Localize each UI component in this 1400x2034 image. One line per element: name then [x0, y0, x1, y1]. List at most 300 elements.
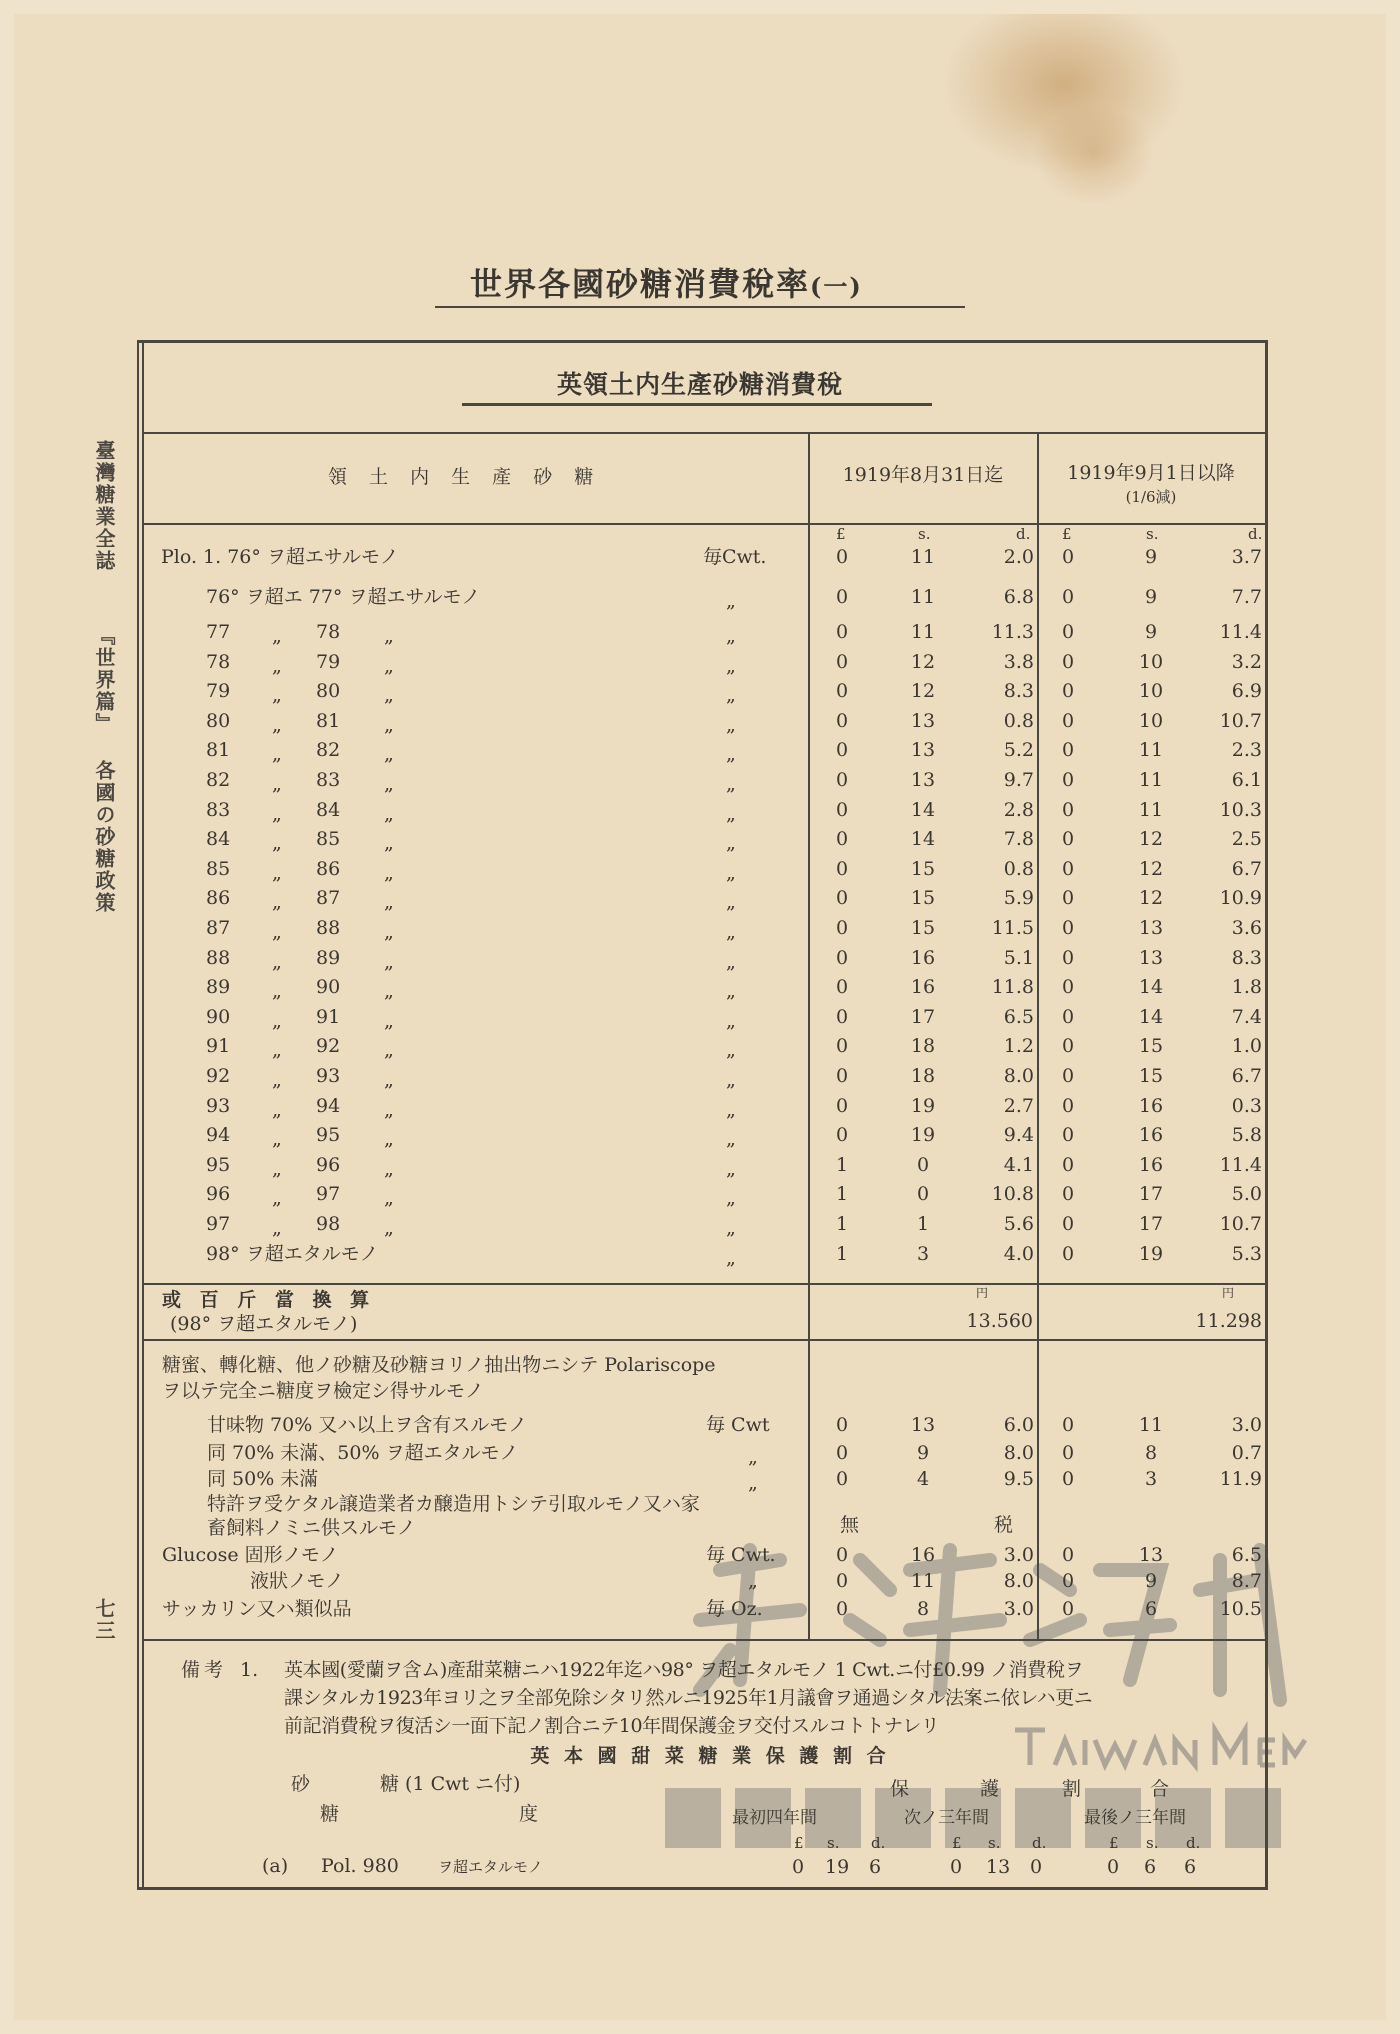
range-from: 94: [206, 1124, 231, 1147]
col-degree: 糖: [320, 1803, 340, 1825]
range-to: 97: [316, 1183, 341, 1206]
range-from: 83: [206, 798, 231, 821]
protection-value: 0: [950, 1856, 963, 1878]
shilling-value: 15: [910, 887, 936, 910]
range-from: 80: [206, 709, 231, 732]
pound-value: 0: [1062, 1468, 1075, 1490]
pound-value: 0: [1062, 1570, 1075, 1592]
pence-value: 6.1: [1231, 769, 1262, 791]
pound-value: 0: [836, 1414, 849, 1436]
range-to: 86: [316, 857, 341, 880]
unit-label: „: [726, 1098, 736, 1121]
range-to: 89: [316, 946, 341, 969]
pence-value: 5.0: [1231, 1183, 1262, 1206]
pence-value: 6.5: [1231, 1544, 1262, 1566]
shilling-value: 4: [916, 1468, 930, 1490]
shilling-value: 12: [1138, 828, 1164, 851]
table-title-underline: [462, 403, 932, 406]
ditto-mark: „: [272, 950, 282, 973]
pence-value: 6.0: [1003, 1414, 1034, 1436]
protection-value: 0: [1107, 1856, 1120, 1878]
range-to: 79: [316, 650, 341, 673]
unit-label: d.: [871, 1834, 886, 1852]
pence-value: 4.1: [1003, 1153, 1034, 1176]
protect-heading: 割: [1062, 1778, 1082, 1800]
shilling-value: 0: [916, 1183, 930, 1206]
shilling-value: 3: [916, 1242, 930, 1265]
row-label: 98° ヲ超エタルモノ: [206, 1242, 379, 1265]
ditto-mark: „: [384, 832, 394, 855]
pound-value: 0: [1062, 1183, 1075, 1206]
shilling-value: 8: [1144, 1442, 1158, 1464]
pence-unit: d.: [1248, 525, 1263, 543]
unit-label: „: [726, 590, 736, 612]
ditto-mark: „: [384, 654, 394, 677]
shilling-value: 17: [1138, 1183, 1164, 1206]
pound-value: 0: [1062, 798, 1075, 821]
pence-value: 11.3: [991, 621, 1034, 643]
molasses-heading: 糖蜜、轉化糖、他ノ砂糖及砂糖ヨリノ抽出物ニシテ Polariscope: [162, 1354, 716, 1376]
range-to: 81: [316, 709, 341, 732]
pence-value: 10.5: [1219, 1598, 1262, 1620]
unit-label: 毎 Oz.: [706, 1598, 763, 1620]
ditto-mark: „: [384, 625, 394, 647]
pence-value: 3.0: [1003, 1598, 1034, 1620]
header-after-note: (1/6減): [1125, 488, 1177, 506]
range-from: 95: [206, 1153, 231, 1176]
unit-label: „: [726, 980, 736, 1003]
ditto-mark: „: [272, 773, 282, 795]
pound-value: 0: [836, 546, 849, 568]
range-from: 77: [206, 621, 231, 643]
pence-value: 11.5: [991, 917, 1034, 939]
range-to: 95: [316, 1124, 341, 1147]
pound-value: 0: [1062, 1094, 1075, 1117]
ditto-mark: „: [384, 891, 394, 914]
shilling-value: 19: [910, 1094, 936, 1117]
col-degree: 度: [519, 1803, 539, 1825]
shilling-value: 16: [1138, 1153, 1164, 1176]
unit-label: „: [726, 1009, 736, 1032]
pence-value: 10.7: [1219, 1213, 1262, 1235]
protect-heading: 護: [980, 1778, 1000, 1800]
pound-value: 0: [836, 1468, 849, 1490]
shilling-value: 12: [910, 650, 936, 673]
shilling-value: 6: [1144, 1598, 1158, 1620]
pence-value: 2.7: [1003, 1094, 1034, 1117]
shilling-value: 3: [1144, 1468, 1158, 1490]
pound-value: 0: [836, 1442, 849, 1464]
shilling-value: 9: [1144, 546, 1158, 568]
pound-value: 0: [836, 887, 849, 910]
pence-value: 0.8: [1003, 709, 1034, 732]
unit-label: „: [726, 1157, 736, 1180]
ditto-mark: „: [384, 980, 394, 1003]
pence-value: 11.4: [1219, 621, 1262, 643]
protect-heading: 保: [890, 1778, 910, 1800]
exempt-mark: 税: [994, 1514, 1014, 1536]
row-label: Plo. 1. 76° ヲ超エサルモノ: [161, 546, 399, 568]
ditto-mark: „: [384, 1069, 394, 1091]
shilling-value: 13: [910, 769, 936, 791]
conversion-after: 11.298: [1195, 1310, 1262, 1332]
ditto-mark: „: [272, 1157, 282, 1180]
shilling-value: 13: [910, 1414, 936, 1436]
yen-unit: 円: [976, 1286, 989, 1300]
pence-value: 8.0: [1003, 1442, 1034, 1464]
ditto-mark: „: [384, 743, 394, 766]
unit-label: „: [726, 891, 736, 914]
shilling-value: 9: [1144, 586, 1158, 608]
range-from: 96: [206, 1183, 231, 1206]
page-title-suffix: (一): [810, 272, 863, 301]
unit-label: s.: [827, 1834, 840, 1852]
pound-value: 0: [1062, 1442, 1075, 1464]
pence-value: 3.6: [1231, 917, 1262, 939]
exempt-label-2: 畜飼料ノミニ供スルモノ: [207, 1517, 416, 1539]
pence-value: 7.4: [1231, 1005, 1262, 1028]
shilling-value: 10: [1138, 650, 1164, 673]
ditto-mark: „: [272, 743, 282, 766]
ditto-mark: „: [272, 980, 282, 1003]
pound-value: 0: [836, 828, 849, 851]
unit-label: „: [726, 1217, 736, 1239]
pence-unit: d.: [1016, 525, 1031, 543]
shilling-value: 16: [910, 976, 936, 999]
pence-value: 5.9: [1003, 887, 1034, 910]
ditto-mark: „: [384, 1187, 394, 1210]
header-before: 1919年8月31日迄: [842, 464, 1004, 486]
shilling-value: 16: [1138, 1124, 1164, 1147]
pence-value: 5.6: [1003, 1213, 1034, 1235]
pence-value: 9.7: [1003, 769, 1034, 791]
ditto-mark: „: [384, 713, 394, 736]
ditto-mark: „: [384, 1098, 394, 1121]
pound-value: 0: [1062, 1414, 1075, 1436]
range-from: 90: [206, 1005, 231, 1028]
pound-value: 0: [1062, 546, 1075, 568]
period-heading: 最後ノ三年間: [1084, 1808, 1186, 1828]
pence-value: 10.7: [1219, 709, 1262, 732]
unit-label: „: [726, 921, 736, 943]
page-number: 七三: [92, 1598, 116, 1642]
ditto-mark: „: [272, 1217, 282, 1239]
pound-value: 0: [836, 1544, 849, 1566]
ditto-mark: „: [384, 1009, 394, 1032]
ditto-mark: „: [272, 891, 282, 914]
header-after: 1919年9月1日以降: [1067, 462, 1235, 484]
unit-label: „: [726, 1128, 736, 1151]
ditto-mark: „: [272, 1039, 282, 1062]
pound-value: 0: [836, 798, 849, 821]
side-journal: 臺灣糖業全誌: [92, 440, 116, 572]
pence-value: 2.5: [1231, 828, 1262, 851]
ditto-mark: „: [384, 802, 394, 825]
range-from: 92: [206, 1065, 231, 1087]
ditto-mark: „: [272, 1128, 282, 1151]
pound-value: 0: [836, 680, 849, 703]
watermark-english: [1015, 1730, 1305, 1765]
protection-value: 6: [869, 1856, 882, 1878]
shilling-value: 12: [1138, 887, 1164, 910]
pence-value: 6.7: [1231, 1065, 1262, 1087]
range-to: 78: [316, 621, 341, 643]
pence-value: 11.9: [1219, 1468, 1262, 1490]
ditto-mark: „: [272, 713, 282, 736]
protection-value: 0: [792, 1856, 805, 1878]
page-title-text: 世界各國砂糖消費稅率: [470, 265, 811, 303]
shilling-value: 11: [910, 586, 936, 608]
unit-label: £: [1109, 1834, 1119, 1852]
ditto-mark: „: [384, 921, 394, 943]
page-title: [470, 265, 863, 303]
pound-value: 0: [1062, 1124, 1075, 1147]
pound-value: 0: [836, 621, 849, 643]
range-from: 78: [206, 650, 231, 673]
row-label: Pol. 980: [321, 1855, 399, 1877]
unit-label: 毎 Cwt: [706, 1414, 770, 1436]
pence-value: 4.0: [1003, 1242, 1034, 1265]
conversion-sublabel: (98° ヲ超エタルモノ): [170, 1313, 358, 1335]
pence-value: 8.3: [1003, 680, 1034, 703]
pound-value: 0: [1062, 1035, 1075, 1058]
row-label: 液狀ノモノ: [250, 1570, 345, 1592]
pound-value: 0: [1062, 586, 1075, 608]
pence-value: 8.3: [1231, 946, 1262, 969]
pence-value: 1.0: [1231, 1035, 1262, 1058]
pence-value: 5.1: [1003, 946, 1034, 969]
pence-value: 6.9: [1231, 680, 1262, 703]
unit-label: 毎Cwt.: [703, 546, 767, 568]
range-from: 91: [206, 1035, 231, 1058]
pound-value: 0: [1062, 621, 1075, 643]
pound-value: 0: [836, 739, 849, 762]
pound-value: 0: [836, 769, 849, 791]
shilling-value: 12: [1138, 857, 1164, 880]
shilling-value: 9: [1144, 1570, 1158, 1592]
shilling-value: 9: [1144, 621, 1158, 643]
protection-value: 19: [825, 1856, 850, 1878]
range-to: 94: [316, 1094, 341, 1117]
row-label: ヲ超エタルモノ: [438, 1858, 543, 1876]
shilling-value: 18: [910, 1065, 936, 1087]
pence-value: 8.7: [1231, 1570, 1262, 1592]
unit-label: £: [794, 1834, 804, 1852]
shilling-value: 13: [1138, 1544, 1164, 1566]
shilling-value: 10: [1138, 680, 1164, 703]
pence-value: 10.8: [991, 1183, 1034, 1206]
range-from: 85: [206, 857, 231, 880]
ditto-mark: „: [384, 950, 394, 973]
ditto-mark: „: [272, 1187, 282, 1210]
period-heading: 次ノ三年間: [904, 1808, 989, 1828]
unit-label: „: [726, 832, 736, 855]
row-label: 同 50% 未滿: [207, 1468, 319, 1490]
pence-value: 6.8: [1003, 586, 1034, 608]
shilling-unit: s.: [1146, 525, 1159, 543]
shilling-value: 13: [910, 709, 936, 732]
pound-value: 0: [836, 946, 849, 969]
pound-value: 0: [1062, 1544, 1075, 1566]
pound-value: 1: [836, 1242, 849, 1265]
protect-heading: 合: [1150, 1778, 1170, 1800]
notes-number: 1.: [240, 1659, 259, 1681]
pence-value: 6.5: [1003, 1005, 1034, 1028]
shilling-value: 14: [1138, 976, 1164, 999]
ditto-mark: „: [384, 773, 394, 795]
pence-value: 9.5: [1003, 1468, 1034, 1490]
shilling-value: 14: [910, 828, 936, 851]
shilling-value: 8: [916, 1598, 930, 1620]
unit-label: s.: [1146, 1834, 1159, 1852]
exempt-label: 特許ヲ受ケタル譲造業者カ醸造用トシテ引取ルモノ又ハ家: [207, 1493, 700, 1515]
pence-value: 3.0: [1003, 1544, 1034, 1566]
pound-value: 0: [1062, 1598, 1075, 1620]
ditto-mark: „: [384, 1128, 394, 1151]
ditto-mark: „: [272, 921, 282, 943]
shilling-value: 19: [1138, 1242, 1164, 1265]
unit-label: „: [726, 713, 736, 736]
notes-label: 備考: [181, 1659, 228, 1681]
pence-value: 3.7: [1231, 546, 1262, 568]
notes-line: 課シタルカ1923年ヨリ之ヲ全部免除シタリ然ルニ1925年1月議會ヲ通過シタル法案ニ依レハ更ニ: [284, 1687, 1093, 1709]
range-from: 82: [206, 769, 231, 791]
pence-value: 0.8: [1003, 857, 1034, 880]
shilling-value: 17: [1138, 1213, 1164, 1235]
header-item: 領 土 内 生 產 砂 糖: [328, 466, 602, 488]
pound-value: 0: [1062, 887, 1075, 910]
pound-value: 0: [1062, 1153, 1075, 1176]
pence-value: 9.4: [1003, 1124, 1034, 1147]
range-from: 89: [206, 976, 231, 999]
unit-label: d.: [1186, 1834, 1201, 1852]
pence-value: 1.2: [1003, 1035, 1034, 1058]
pound-value: 0: [836, 1035, 849, 1058]
shilling-value: 13: [910, 739, 936, 762]
unit-label: „: [748, 1446, 758, 1468]
shilling-value: 9: [916, 1442, 930, 1464]
range-from: 93: [206, 1094, 231, 1117]
shilling-value: 13: [1138, 946, 1164, 969]
pound-value: 0: [1062, 857, 1075, 880]
pound-value: 0: [836, 1124, 849, 1147]
pence-value: 5.8: [1231, 1124, 1262, 1147]
protection-value: 6: [1144, 1856, 1157, 1878]
pound-value: 0: [1062, 1065, 1075, 1087]
pence-value: 8.0: [1003, 1570, 1034, 1592]
range-from: 84: [206, 828, 231, 851]
pound-unit: £: [836, 525, 846, 543]
pound-value: 0: [836, 1598, 849, 1620]
pence-value: 11.4: [1219, 1153, 1262, 1176]
shilling-value: 11: [1138, 1414, 1164, 1436]
pence-value: 5.2: [1003, 739, 1034, 762]
unit-label: 毎 Cwt.: [706, 1544, 776, 1566]
pound-value: 0: [836, 1065, 849, 1087]
pound-value: 0: [1062, 976, 1075, 999]
ditto-mark: „: [272, 832, 282, 855]
unit-label: „: [726, 773, 736, 795]
shilling-value: 16: [910, 946, 936, 969]
range-to: 91: [316, 1005, 341, 1028]
ditto-mark: „: [272, 625, 282, 647]
shilling-value: 16: [1138, 1094, 1164, 1117]
range-to: 80: [316, 680, 341, 703]
pound-value: 0: [1062, 946, 1075, 969]
notes-line: 英本國(愛蘭ヲ含ム)產甜菜糖ニハ1922年迄ハ98° ヲ超エタルモノ 1 Cwt.ニ付£0.99 ノ消費稅ヲ: [284, 1659, 1084, 1681]
yen-unit: 円: [1222, 1286, 1235, 1300]
ditto-mark: „: [272, 861, 282, 884]
shilling-value: 11: [1138, 739, 1164, 762]
unit-label: „: [726, 654, 736, 677]
pence-value: 3.2: [1231, 650, 1262, 673]
unit-label: s.: [988, 1834, 1001, 1852]
pence-value: 0.7: [1231, 1442, 1262, 1464]
shilling-value: 16: [910, 1544, 936, 1566]
pence-value: 10.3: [1219, 798, 1262, 821]
shilling-value: 1: [916, 1213, 930, 1235]
shilling-value: 13: [1138, 917, 1164, 939]
pence-value: 11.8: [991, 976, 1034, 999]
row-label: サッカリン又ハ類似品: [162, 1598, 352, 1620]
shilling-value: 19: [910, 1124, 936, 1147]
pound-value: 0: [1062, 739, 1075, 762]
ditto-mark: „: [384, 1217, 394, 1239]
pound-value: 0: [1062, 650, 1075, 673]
molasses-heading-2: ヲ以テ完全ニ糖度ヲ檢定シ得サルモノ: [162, 1380, 484, 1402]
pound-value: 0: [836, 917, 849, 939]
range-to: 85: [316, 828, 341, 851]
protection-value: 13: [986, 1856, 1011, 1878]
range-from: 86: [206, 887, 231, 910]
range-to: 88: [316, 917, 341, 939]
unit-label: „: [726, 684, 736, 707]
col-sugar: 糖 (1 Cwt ニ付): [380, 1773, 521, 1795]
range-from: 87: [206, 917, 231, 939]
shilling-value: 11: [910, 621, 936, 643]
shilling-value: 15: [1138, 1065, 1164, 1087]
unit-label: „: [748, 1570, 758, 1592]
pound-value: 1: [836, 1153, 849, 1176]
pound-value: 1: [836, 1183, 849, 1206]
shilling-value: 11: [910, 546, 936, 568]
ditto-mark: „: [384, 1039, 394, 1062]
unit-label: „: [748, 1472, 758, 1494]
ditto-mark: „: [384, 1157, 394, 1180]
pound-value: 0: [836, 1094, 849, 1117]
range-to: 98: [316, 1213, 341, 1235]
pence-value: 1.8: [1231, 976, 1262, 999]
pound-value: 0: [1062, 680, 1075, 703]
pound-unit: £: [1062, 525, 1072, 543]
ditto-mark: „: [272, 802, 282, 825]
shilling-value: 14: [1138, 1005, 1164, 1028]
ditto-mark: „: [272, 654, 282, 677]
ditto-mark: „: [384, 861, 394, 884]
range-to: 96: [316, 1153, 341, 1176]
unit-label: d.: [1032, 1834, 1047, 1852]
range-from: 88: [206, 946, 231, 969]
unit-label: £: [952, 1834, 962, 1852]
pound-value: 0: [836, 976, 849, 999]
pound-value: 0: [836, 709, 849, 732]
ditto-mark: „: [272, 1098, 282, 1121]
unit-label: „: [726, 625, 736, 647]
protection-value: 0: [1030, 1856, 1043, 1878]
subtable-title: 英 本 國 甜 菜 糖 業 保 護 割 合: [530, 1745, 890, 1767]
shilling-value: 0: [916, 1153, 930, 1176]
pound-value: 0: [1062, 1005, 1075, 1028]
